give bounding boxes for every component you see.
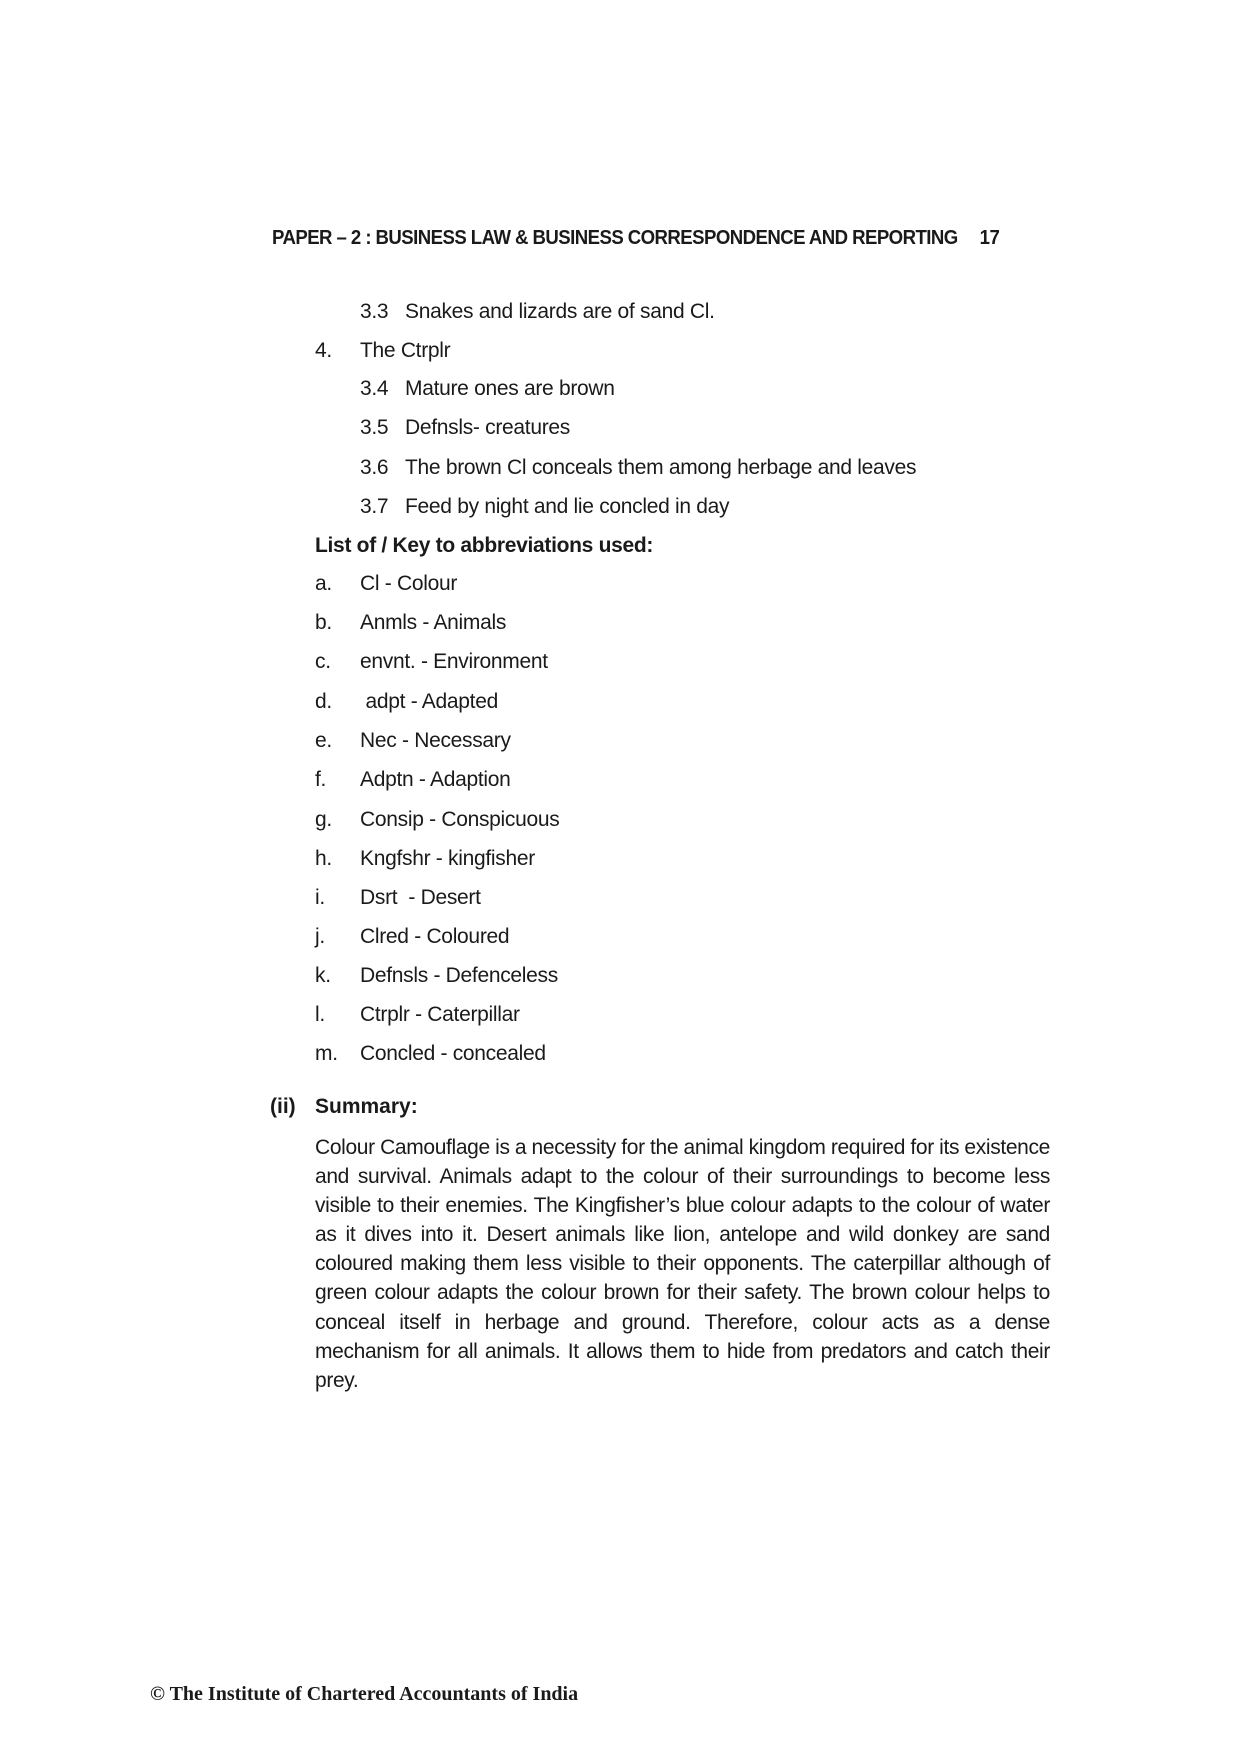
note-number: 4. — [315, 339, 332, 362]
abbreviation-text: Consip - Conspicuous — [360, 808, 560, 831]
page-header — [272, 227, 999, 250]
abbreviation-text: Concled - concealed — [360, 1042, 546, 1065]
summary-title: Summary: — [315, 1095, 418, 1118]
note-text: Feed by night and lie concled in day — [405, 495, 730, 518]
abbreviation-text: Adptn - Adaption — [360, 768, 511, 791]
summary-paragraph: Colour Camouflage is a necessity for the animal kingdom required for its existence and survival. Animals adapt to the colour of their surroundings to become less visible to their enemies. The Kingfisher’s blue colour adapts to the colour of water as it dives into it. Desert animals like lion, antelope and wild donkey are sand coloured making them less visible to their opponents. The caterpillar although of green colour adapts the colour brown for their safety. The brown colour helps to conceal itself in herbage and ground. Therefore, colour acts as a dense mechanism for all animals. It allows them to hide from predators and catch their prey. — [315, 1136, 1050, 1392]
abbreviation-letter: k. — [315, 964, 331, 987]
abbreviation-letter: b. — [315, 611, 332, 634]
abbreviation-letter: l. — [315, 1003, 325, 1026]
header-title: PAPER – 2 : BUSINESS LAW & BUSINESS CORRESPONDENCE AND REPORTING — [272, 227, 958, 249]
abbreviation-letter: h. — [315, 847, 332, 870]
abbreviation-text: Defnsls - Defenceless — [360, 964, 558, 987]
note-number: 3.5 — [360, 416, 389, 439]
abbreviations-heading: List of / Key to abbreviations used: — [315, 534, 654, 557]
abbreviation-letter: j. — [315, 925, 325, 948]
abbreviation-letter: d. — [315, 690, 332, 713]
note-number: 3.3 — [360, 300, 389, 323]
abbreviation-text: Dsrt - Desert — [360, 886, 481, 909]
abbreviation-letter: e. — [315, 729, 332, 752]
summary-label: (ii) — [270, 1095, 296, 1118]
abbreviation-text: adpt - Adapted — [360, 690, 498, 713]
note-text: Defnsls- creatures — [405, 416, 570, 439]
note-text: Mature ones are brown — [405, 377, 615, 400]
abbreviation-letter: f. — [315, 768, 327, 791]
note-number: 3.7 — [360, 495, 389, 518]
abbreviation-letter: i. — [315, 886, 325, 909]
abbreviation-text: envnt. - Environment — [360, 650, 548, 673]
abbreviation-letter: a. — [315, 572, 332, 595]
note-text: The Ctrplr — [360, 339, 451, 362]
page-number: 17 — [979, 227, 1000, 249]
abbreviation-letter: g. — [315, 808, 332, 831]
abbreviation-letter: m. — [315, 1042, 338, 1065]
abbreviation-text: Ctrplr - Caterpillar — [360, 1003, 520, 1026]
note-number: 3.6 — [360, 456, 389, 479]
abbreviation-text: Clred - Coloured — [360, 925, 510, 948]
note-number: 3.4 — [360, 377, 389, 400]
abbreviation-text: Kngfshr - kingfisher — [360, 847, 535, 870]
abbreviation-text: Anmls - Animals — [360, 611, 507, 634]
note-text: Snakes and lizards are of sand Cl. — [405, 300, 715, 323]
abbreviation-text: Cl - Colour — [360, 572, 458, 595]
abbreviation-letter: c. — [315, 650, 331, 673]
note-text: The brown Cl conceals them among herbage and leaves — [405, 456, 917, 479]
footer-copyright: © The Institute of Chartered Accountants of India — [150, 1683, 579, 1705]
abbreviation-text: Nec - Necessary — [360, 729, 511, 752]
